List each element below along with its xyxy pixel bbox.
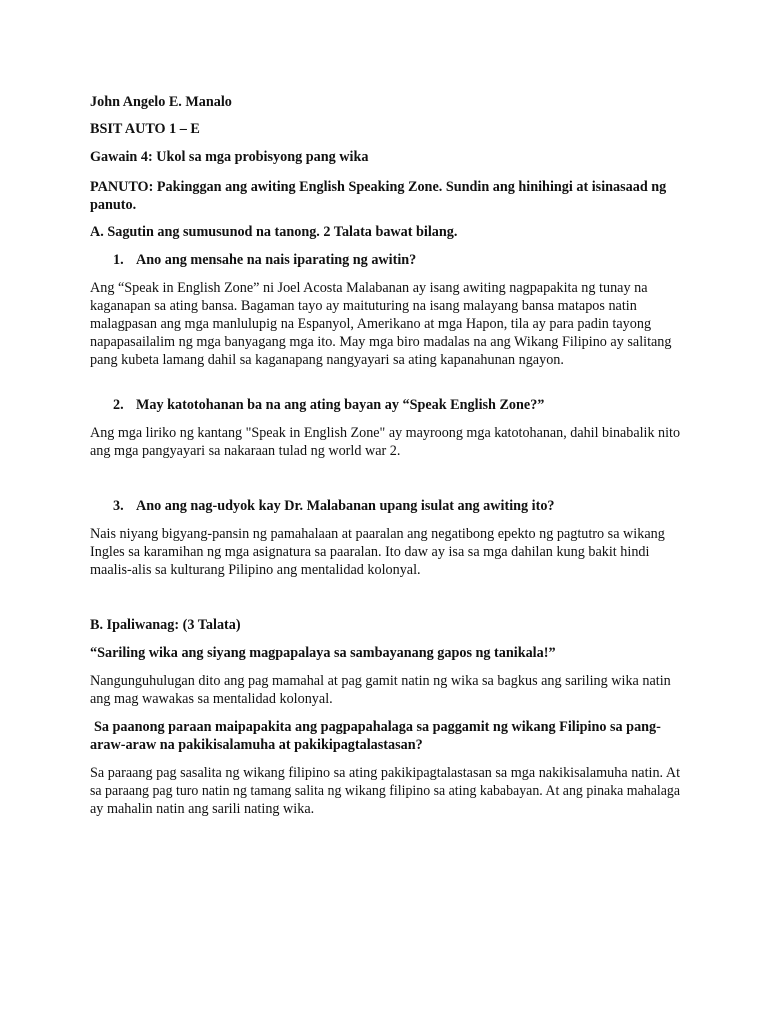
answer-3-line-3: maalis-alis sa kulturang Pilipino ang mentalidad kolonyal. [90, 562, 421, 578]
part-b-quote: “Sariling wika ang siyang magpapalaya sa sambayanang gapos ng tanikala!” [90, 645, 556, 661]
answer-1-line-2: kaganapan sa ating bansa. Bagaman tayo ay maituturing na isang malayang bansa matapos natin [90, 298, 637, 314]
part-a-heading: A. Sagutin ang sumusunod na tanong. 2 Talata bawat bilang. [90, 224, 458, 240]
answer-1-line-5: pang kubeta lamang dahil sa kaganapang nangyayari sa ating kapanahunan ngayon. [90, 352, 564, 368]
question-3-text: Ano ang nag-udyok kay Dr. Malabanan upang isulat ang awiting ito? [136, 498, 555, 514]
part-b-question-line-2: araw-araw na pakikisalamuha at pakikipagtalastasan? [90, 737, 423, 753]
question-2-text: May katotohanan ba na ang ating bayan ay “Speak English Zone?” [136, 397, 545, 413]
answer-1-line-1: Ang “Speak in English Zone” ni Joel Acosta Malabanan ay isang awiting nagpapakita ng tunay na [90, 280, 648, 296]
quote-answer-line-1: Nangunguhulugan dito ang pag mamahal at pag gamit natin ng wika sa bagkus ang sariling wika natin [90, 673, 671, 689]
student-section: BSIT AUTO 1 – E [90, 121, 200, 137]
question2-answer-line-1: Sa paraang pag sasalita ng wikang filipino sa ating pakikipagtalastasan sa mga nakikisalamuha natin. At [90, 765, 681, 781]
part-b-heading: B. Ipaliwanag: (3 Talata) [90, 617, 241, 633]
question-2-number: 2. [113, 397, 124, 413]
instructions-line-2: panuto. [90, 197, 137, 213]
answer-3-line-2: Ingles sa karamihan ng mga asignatura sa paaralan. Ito daw ay isa sa mga dahilan kung bakit hindi [90, 544, 650, 560]
part-b-question-line-1: Sa paanong paraan maipapakita ang pagpapahalaga sa paggamit ng wikang Filipino sa pang- [94, 719, 661, 735]
quote-answer-line-2: ang mag wawakas sa mentalidad kolonyal. [90, 691, 333, 707]
answer-1-line-4: napapasailalim ng mga banyagang mga ito. May mga biro madalas na ang Wikang Filipino ay salitang [90, 334, 672, 350]
answer-1-line-3: malagpasan ang mga manlulupig na Espanyol, Amerikano at mga Hapon, tila ay para padin tayong [90, 316, 652, 332]
answer-3-line-1: Nais niyang bigyang-pansin ng pamahalaan at paaralan ang negatibong epekto ng pagtutro sa wikang [90, 526, 665, 542]
question-3-number: 3. [113, 498, 124, 514]
instructions-line-1: PANUTO: Pakinggan ang awiting English Speaking Zone. Sundin ang hinihingi at isinasaad ng [90, 179, 667, 195]
question-1-text: Ano ang mensahe na nais iparating ng awitin? [136, 252, 417, 268]
question2-answer-line-3: ay mahalin natin ang sarili nating wika. [90, 801, 315, 817]
activity-title: Gawain 4: Ukol sa mga probisyong pang wika [90, 149, 369, 165]
answer-2-line-2: ang mga pangyayari sa nakaraan tulad ng world war 2. [90, 443, 401, 459]
student-name: John Angelo E. Manalo [90, 94, 232, 110]
answer-2-line-1: Ang mga liriko ng kantang "Speak in English Zone" ay mayroong mga katotohanan, dahil binabalik nito [90, 425, 681, 441]
question-1-number: 1. [113, 252, 124, 268]
question2-answer-line-2: sa paraang pag turo natin ng tamang salita ng wikang filipino sa ating kababayan. At ang pinaka mahalaga [90, 783, 681, 799]
